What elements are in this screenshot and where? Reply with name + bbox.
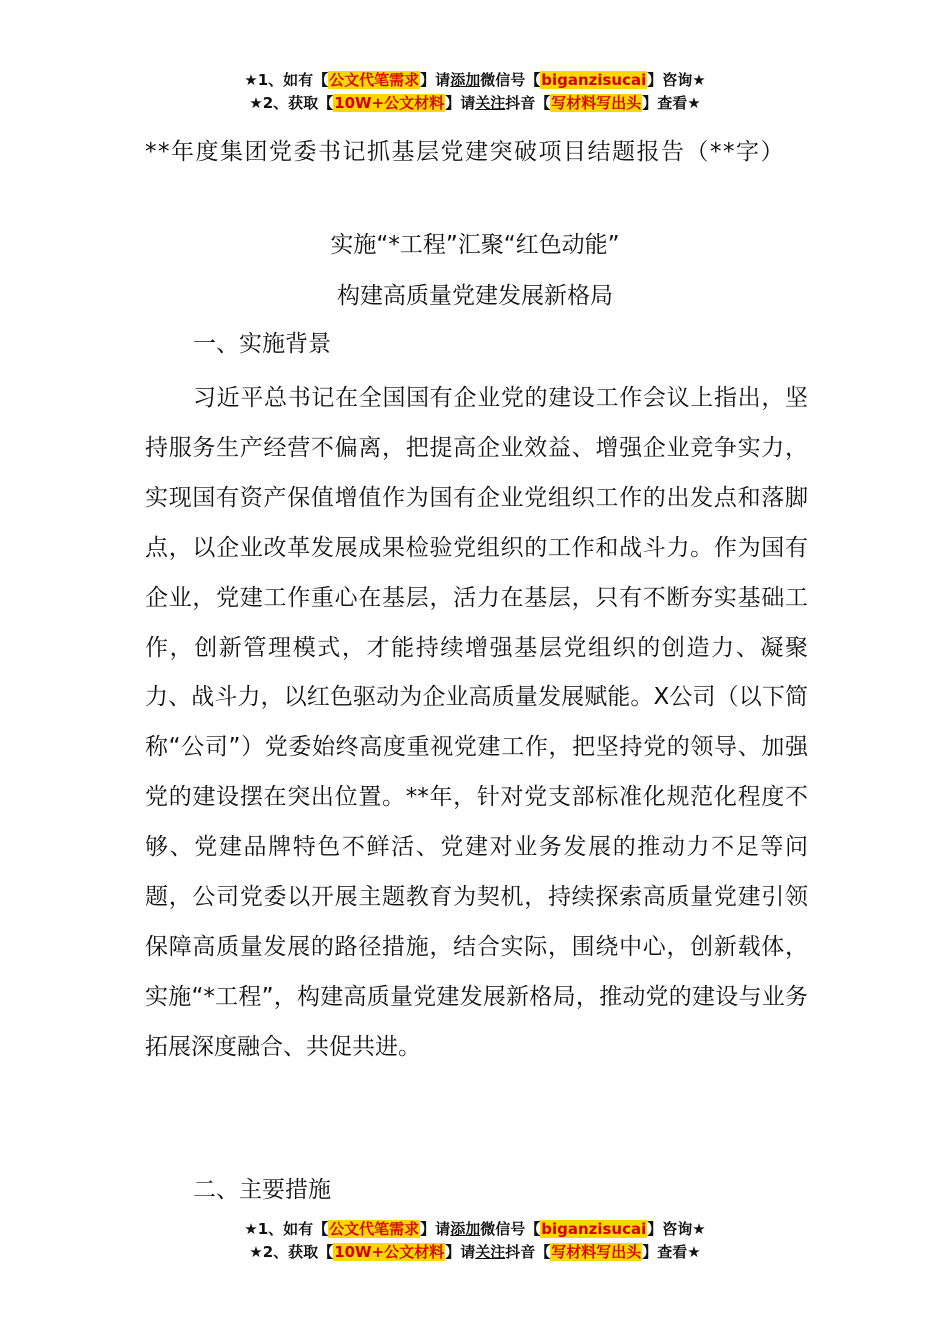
- highlight-douyin-id: 写材料写出头: [551, 1243, 642, 1261]
- highlight-materials: 10W+公文材料: [334, 1243, 445, 1261]
- highlight-materials: 10W+公文材料: [334, 94, 445, 112]
- highlight-service: 公文代笔需求: [329, 71, 420, 89]
- banner-line-1: ★1、如有【公文代笔需求】请添加微信号【biganzisucai】咨询★: [244, 71, 706, 89]
- top-banner: [0, 69, 950, 115]
- section-heading-2: 二、主要措施: [193, 1177, 331, 1203]
- highlight-wechat-id: biganzisucai: [541, 71, 647, 89]
- document-title: **年度集团党委书记抓基层党建突破项目结题报告（**字）: [145, 139, 785, 165]
- highlight-douyin-id: 写材料写出头: [551, 94, 642, 112]
- subtitle-line-2: 构建高质量党建发展新格局: [337, 283, 613, 309]
- subtitle-line-1: 实施“*工程”汇聚“红色动能”: [330, 232, 620, 258]
- highlight-service: 公文代笔需求: [329, 1220, 420, 1238]
- highlight-wechat-id: biganzisucai: [541, 1220, 647, 1238]
- body-paragraph: 习近平总书记在全国国有企业党的建设工作会议上指出，坚持服务生产经营不偏离，把提高企业效益、增强企业竞争实力，实现国有资产保值增值作为国有企业党组织工作的出发点和落脚点，以企业改革发展成果检验党组织的工作和战斗力。作为国有企业，党建工作重心在基层，活力在基层，只有不断夯实基础工作，创新管理模式，才能持续增强基层党组织的创造力、凝聚力、战斗力，以红色驱动为企业高质量发展赋能。X公司（以下简称“公司”）党委始终高度重视党建工作，把坚持党的领导、加强党的建设摆在突出位置。**年，针对党支部标准化规范化程度不够、党建品牌特色不鲜活、党建对业务发展的推动力不足等问题，公司党委以开展主题教育为契机，持续探索高质量党建引领保障高质量发展的路径措施，结合实际，围绕中心，创新载体，实施“*工程”，构建高质量党建发展新格局，推动党的建设与业务拓展深度融合、共促共进。: [145, 385, 808, 1060]
- banner-line-2: ★2、获取【10W+公文材料】请关注抖音【写材料写出头】查看★: [249, 94, 701, 112]
- section-heading-1: 一、实施背景: [193, 331, 331, 357]
- banner-line-2: ★2、获取【10W+公文材料】请关注抖音【写材料写出头】查看★: [249, 1243, 701, 1261]
- bottom-banner: [0, 1218, 950, 1264]
- banner-line-1: ★1、如有【公文代笔需求】请添加微信号【biganzisucai】咨询★: [244, 1220, 706, 1238]
